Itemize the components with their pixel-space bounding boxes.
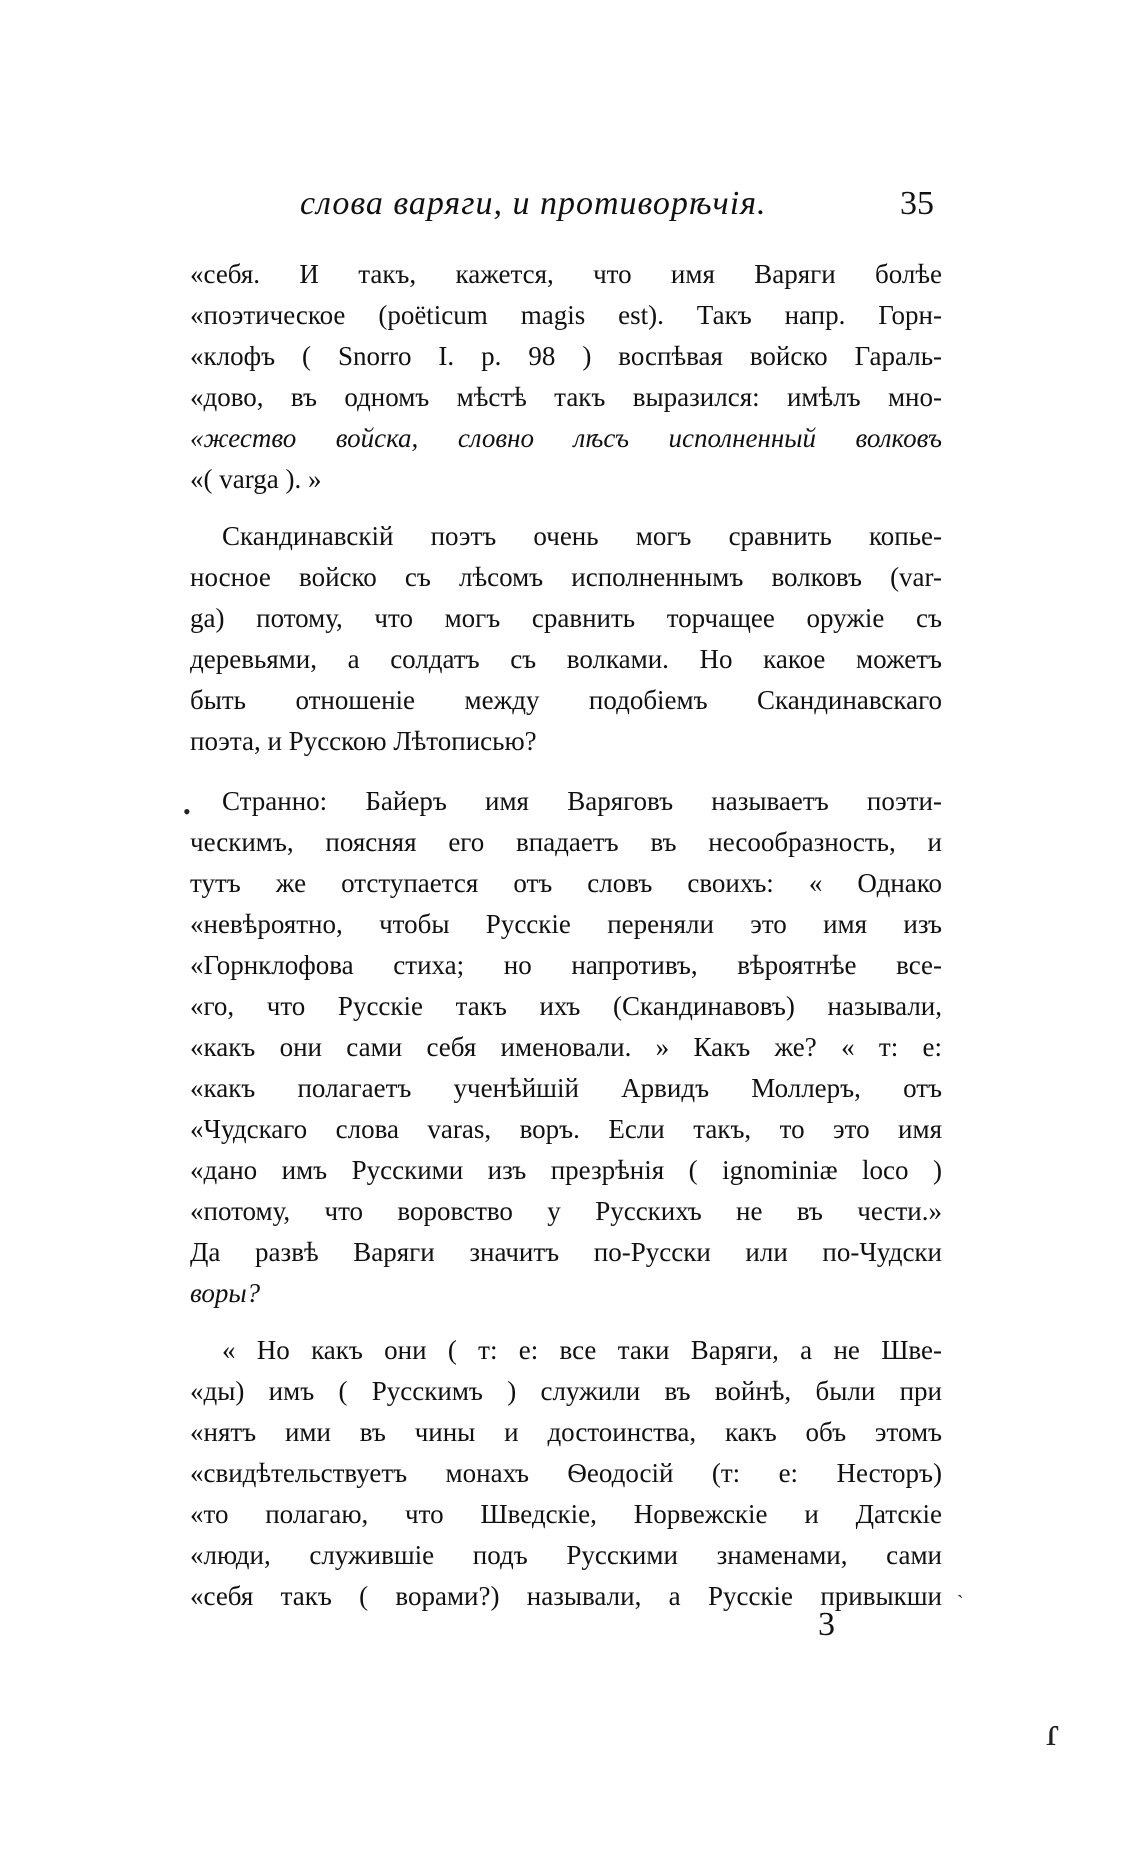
text-line: «жество войска, словно лѣсъ исполненный волковъ [190, 423, 942, 453]
text-line: «потому, что воровство у Русскихъ не въ чести.» [190, 1196, 942, 1226]
text-line: ga) потому, что могъ сравнить торчащее оружіе съ [190, 603, 942, 633]
page-number: 35 [900, 185, 934, 222]
text-line: «какъ полагаетъ ученѣйшій Арвидъ Моллеръ, отъ [190, 1073, 942, 1103]
text-line: деревьями, а солдатъ съ волками. Но какое можетъ [190, 644, 942, 674]
paragraph-4 [190, 1330, 942, 1617]
text-line: воры? [190, 1278, 261, 1308]
text-line: «какъ они сами себя именовали. » Какъ же? « т: е: [190, 1032, 942, 1062]
text-line: «дово, въ одномъ мѣстѣ такъ выразился: имѣлъ мно- [190, 382, 942, 412]
text-line: «Чудскаго слова varas, воръ. Если такъ, то это имя [190, 1114, 942, 1144]
signature-mark: 3 [818, 1606, 835, 1643]
text-line: «нятъ ими въ чины и достоинства, какъ объ этомъ [190, 1417, 942, 1447]
running-header-title: слова варяги, и противорѣчія. [300, 185, 767, 222]
text-line: «поэтическое (poëticum magis est). Такъ напр. Горн- [190, 300, 942, 330]
text-line: «Горнклофова стиха; но напротивъ, вѣроятнѣе все- [190, 950, 942, 980]
text-line: Да развѣ Варяги значитъ по-Русски или по-Чудски [190, 1237, 942, 1267]
text-line: «себя такъ ( ворами?) называли, а Русскіе привыкши [190, 1581, 942, 1611]
running-header [300, 185, 940, 235]
text-line: «свидѣтельствуетъ монахъ Ѳеодосій (т: е: Несторъ) [190, 1458, 942, 1488]
text-line: «то полагаю, что Шведскіе, Норвежскіе и Датскіе [190, 1499, 942, 1529]
text-line: ческимъ, поясняя его впадаетъ въ несообразность, и [190, 827, 942, 857]
text-line: «го, что Русскіе такъ ихъ (Скандинавовъ) называли, [190, 991, 942, 1021]
text-line: «ды) имъ ( Русскимъ ) служили въ войнѣ, были при [190, 1376, 942, 1406]
text-line: «( varga ). » [190, 464, 322, 494]
paragraph-2 [190, 516, 942, 762]
text-line: «клофъ ( Snorro I. p. 98 ) воспѣвая войско Гараль- [190, 341, 942, 371]
text-line: « Но какъ они ( т: е: все таки Варяги, а не Шве- [222, 1335, 942, 1365]
ink-dot-mark: ˋ [957, 1592, 964, 1614]
paragraph-3 [190, 781, 942, 1314]
text-line: тутъ же отступается отъ словъ своихъ: « Однако [190, 868, 942, 898]
text-line: быть отношеніе между подобіемъ Скандинавскаго [190, 685, 942, 715]
text-line: поэта, и Русскою Лѣтописью? [190, 726, 537, 756]
ink-speck-mark: ɾ [1046, 1709, 1060, 1754]
ink-dot-mark: • [183, 799, 191, 824]
text-line: «дано имъ Русскими изъ презрѣнія ( ignominiæ loco ) [190, 1155, 942, 1185]
text-line: «люди, служившіе подъ Русскими знаменами, сами [190, 1540, 942, 1570]
text-line: носное войско съ лѣсомъ исполненнымъ волковъ (var- [190, 562, 942, 592]
text-line: «невѣроятно, чтобы Русскіе переняли это имя изъ [190, 909, 942, 939]
text-line: «себя. И такъ, кажется, что имя Варяги болѣе [190, 259, 942, 289]
text-line: Скандинавскій поэтъ очень могъ сравнить копье- [222, 521, 942, 551]
text-line: Странно: Байеръ имя Варяговъ называетъ поэти- [222, 786, 942, 816]
paragraph-1 [190, 254, 942, 500]
